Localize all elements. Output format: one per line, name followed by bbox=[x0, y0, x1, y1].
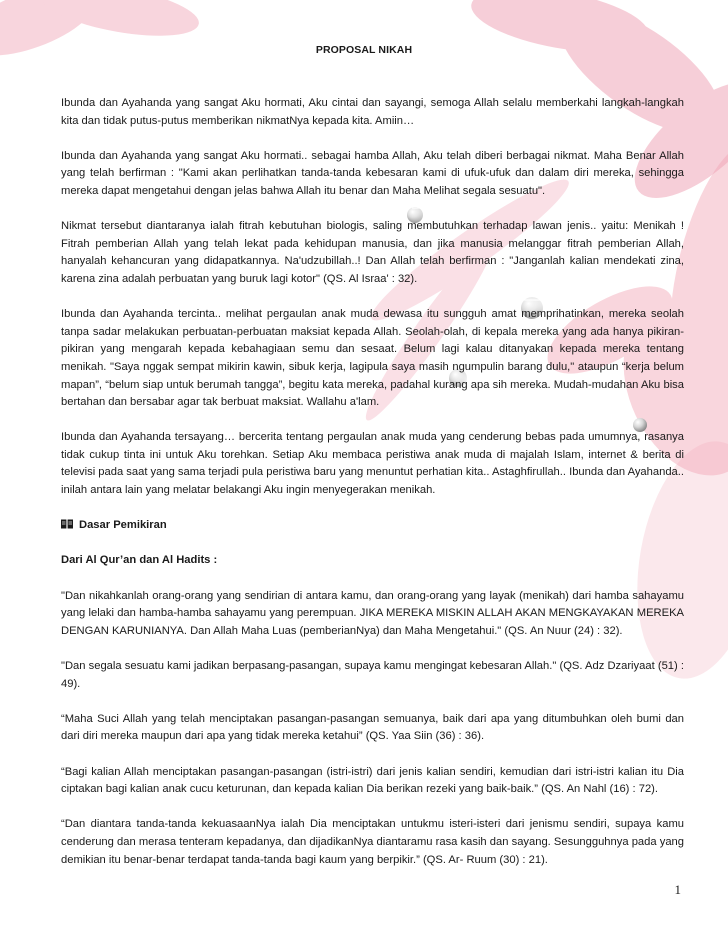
paragraph: Ibunda dan Ayahanda yang sangat Aku hormati.. sebagai hamba Allah, Aku telah diberi berbagai nikmat. Maha Benar Allah yang telah berfirman : "Kami akan perlihatkan tanda-tanda kebesaran kami di ufuk-ufuk dan dalam diri mereka, sehingga mereka dapat mengetahui dengan jelas bahwa Allah itu benar dan Maha Melihat segala sesuatu". bbox=[61, 149, 684, 197]
quote: “Dan diantara tanda-tanda kekuasaanNya ialah Dia menciptakan untukmu isteri-isteri dari jenismu sendiri, supaya kamu cenderung dan merasa tenteram kepadanya, dan dijadikanNya diantaramu rasa kasih dan sayang. Sesungguhnya pada yang demikian itu benar-benar terdapat tanda-tanda bagi kaum yang berpikir.” (QS. Ar- Ruum (30) : 21). bbox=[61, 818, 684, 866]
subheading: Dari Al Qur’an dan Al Hadits : bbox=[61, 554, 218, 567]
quote: “Bagi kalian Allah menciptakan pasangan-pasangan (istri-istri) dari jenis kalian sendiri, kemudian dari istri-istri kalian itu Dia ciptakan bagi kalian anak cucu keturunan, dan kepada kalian Dia berikan rezeki yang baik-baik.” (QS. An Nahl (16) : 72). bbox=[61, 765, 684, 796]
paragraph: Nikmat tersebut diantaranya ialah fitrah kebutuhan biologis, saling membutuhkan terhadap lawan jenis.. yaitu: Menikah ! Fitrah pemberian Allah yang telah lekat pada kehidupan manusia, dan jika manusia melanggar fitrah pemberian Allah, hanyalah kehancuran yang didapatkannya. Na'udzubillah..! Dan Allah telah berfirman : "Janganlah kalian mendekati zina, karena zina adalah perbuatan yang buruk lagi kotor" (QS. Al Israa' : 32). bbox=[61, 220, 684, 285]
quote: "Dan segala sesuatu kami jadikan berpasang-pasangan, supaya kamu mengingat kebesaran Allah." (QS. Adz Dzariyaat (51) : 49). bbox=[61, 660, 684, 690]
open-book-icon bbox=[61, 518, 73, 528]
section-heading-label: Dasar Pemikiran bbox=[79, 519, 167, 532]
section-heading bbox=[61, 517, 684, 535]
quote: "Dan nikahkanlah orang-orang yang sendirian di antara kamu, dan orang-orang yang layak (menikah) dari hamba sahayamu yang lelaki dan hamba-hamba sahayamu yang perempuan. JIKA MEREKA MISKIN ALLAH AKAN MENGKAYAKAN MEREKA DENGAN KARUNIANYA. Dan Allah Maha Luas (pemberianNya) dan Maha Mengetahui." (QS. An Nuur (24) : 32). bbox=[61, 589, 684, 637]
document-body bbox=[61, 95, 684, 887]
paragraph: Ibunda dan Ayahanda tersayang… bercerita tentang pergaulan anak muda yang cenderung bebas pada umumnya, rasanya tidak cukup tinta ini untuk Aku torehkan. Setiap Aku membaca peristiwa anak muda di majalah Islam, internet & berita di televisi pada saat yang sama terjadi pula peristiwa baru yang menuntut perhatian kita.. Astaghfirullah.. Ibunda dan Ayahanda.. inilah antara lain yang melatar belakangi Aku ingin menyegerakan menikah. bbox=[61, 431, 684, 497]
paragraph: Ibunda dan Ayahanda yang sangat Aku hormati, Aku cintai dan sayangi, semoga Allah selalu memberkahi langkah-langkah kita dan tidak putus-putus memberikan nikmatNya kepada kita. Amiin… bbox=[61, 97, 684, 127]
quote: “Maha Suci Allah yang telah menciptakan pasangan-pasangan semuanya, baik dari apa yang ditumbuhkan oleh bumi dan dari diri mereka maupun dari apa yang tidak mereka ketahui” (QS. Yaa Siin (36) : 36). bbox=[61, 712, 684, 743]
page-number: 1 bbox=[674, 882, 681, 897]
document-title: PROPOSAL NIKAH bbox=[315, 44, 413, 56]
paragraph: Ibunda dan Ayahanda tercinta.. melihat pergaulan anak muda dewasa itu sungguh amat memprihatinkan, mereka seolah tanpa sadar melakukan perbuatan-perbuatan maksiat kepada Allah. Seolah-olah, di kepala mereka yang ada hanya pikiran-pikiran yang mengarah kepada kebahagiaan semu dan sesaat. Belum lagi kalau ditanyakan kepada mereka tentang menikah. "Saya nggak sempat mikirin kawin, sibuk kerja, lagipula saya masih ngumpulin barang dulu," ataupun “kerja belum mapan”, “belum siap untuk berumah tangga”, begitu kata mereka, padahal kurang apa sih mereka. Mudah-mudahan Aku bisa bertahan dan bersabar agar tak berbuat maksiat. Wallahu a'lam. bbox=[61, 308, 684, 409]
